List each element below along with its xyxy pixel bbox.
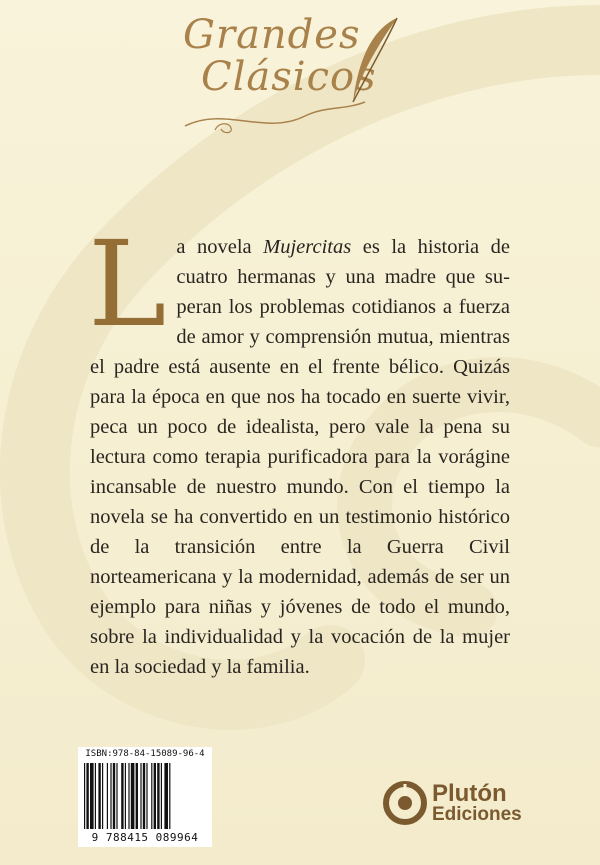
isbn-label: ISBN:978-84-15089-96-4 bbox=[85, 749, 205, 759]
blurb-text-start: a novela bbox=[176, 236, 264, 258]
book-title: Mujercitas bbox=[263, 236, 352, 258]
blurb-text-rest: es la historia de cuatro hermanas y una madre que superan los problemas cotidianos a fuerza de amor y comprensión mutua, mientras el padre está ausente en el frente bélico. Quizás para la época en que nos ha tocado en suerte vivir, peca un poco de idealista, pero vale la pena su lectura como terapia purificadora para la vorágine incansable de nuestro mundo. Con el tiempo la novela se ha convertido en un testimonio histórico de la transición entre la Guerra Civil norteamericana y la modernidad, además de ser un ejemplo para niñas y jóvenes de todo el mundo, sobre la individualidad y la vocación de la mujer en la sociedad y la familia. bbox=[90, 236, 510, 678]
series-title-line2: Clásicos bbox=[201, 54, 377, 100]
publisher-name: Plutón bbox=[432, 780, 507, 807]
drop-cap: L bbox=[88, 215, 167, 353]
publisher-logo bbox=[382, 780, 552, 830]
series-logo bbox=[175, 8, 410, 138]
series-title-line1: Grandes bbox=[183, 12, 361, 58]
flourish-ornament bbox=[175, 96, 375, 136]
barcode-bars bbox=[84, 763, 206, 829]
quill-icon bbox=[345, 14, 405, 109]
barcode-number: 9 788415 089964 bbox=[91, 831, 199, 844]
publisher-subtitle: Ediciones bbox=[432, 804, 522, 825]
back-cover-blurb bbox=[88, 215, 510, 682]
pluton-icon bbox=[382, 780, 428, 826]
isbn-barcode bbox=[78, 747, 212, 847]
